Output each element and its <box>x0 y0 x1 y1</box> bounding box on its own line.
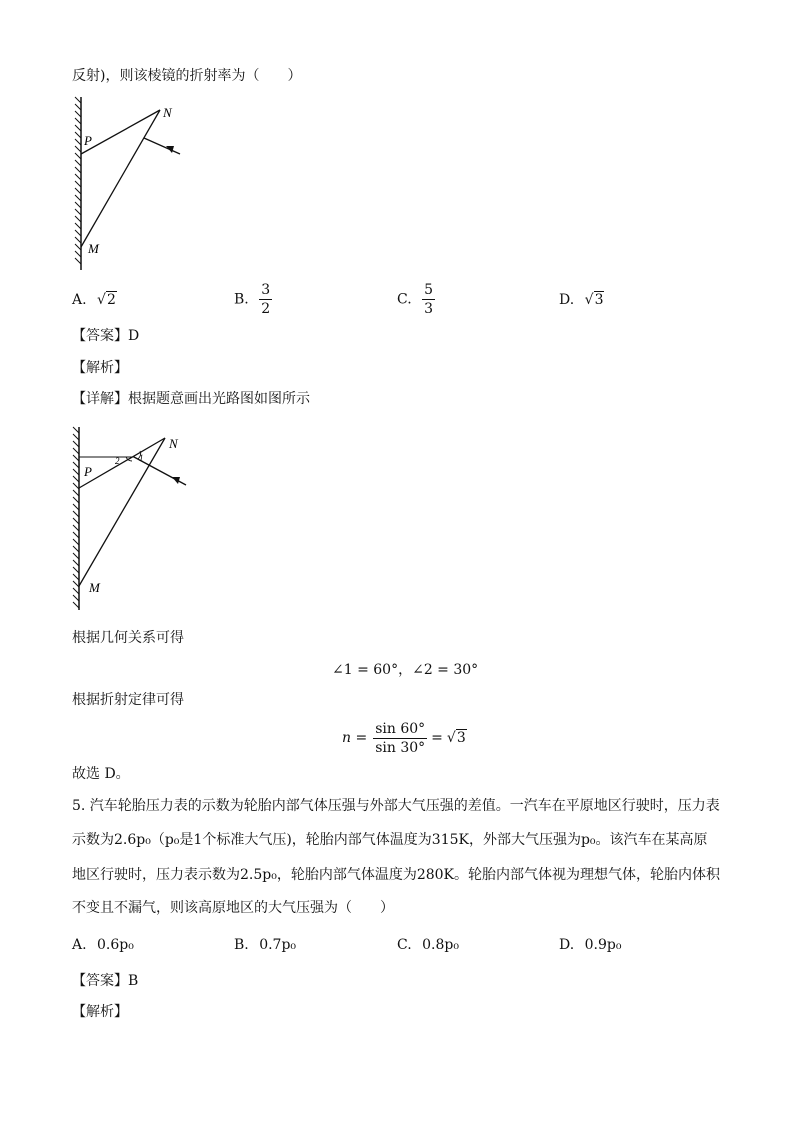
q4-analysis-label: 【解析】 <box>72 360 128 376</box>
detail-text: 根据题意画出光路图如图所示 <box>128 391 310 407</box>
q5-option-c <box>397 935 459 955</box>
option-value: 0.7p₀ <box>259 937 297 953</box>
hatch-mark <box>75 125 81 131</box>
hatch-mark <box>73 525 79 531</box>
hatch-mark <box>73 511 79 517</box>
q4-detail <box>72 389 310 409</box>
angle-label-2: 2 <box>115 456 120 466</box>
hatch-mark <box>75 104 81 110</box>
q5-option-a <box>72 935 134 955</box>
hatch-mark <box>73 553 79 559</box>
hatch-mark <box>75 195 81 201</box>
hatch-mark <box>75 139 81 145</box>
prism-edge-pn <box>79 438 165 488</box>
equation-fraction: $\frac{\sin 60^\circ}{\sin 30^\circ}$ <box>375 720 426 756</box>
hatch-mark <box>73 476 79 482</box>
sqrt-value: √3 <box>584 292 604 308</box>
prism-figure-2 <box>62 422 202 614</box>
hatch-mark <box>73 581 79 587</box>
option-letter: D. <box>559 292 575 308</box>
hatch-mark <box>75 188 81 194</box>
hatch-mark <box>75 146 81 152</box>
hatch-mark <box>73 441 79 447</box>
option-letter: B. <box>234 937 249 953</box>
hatch-mark <box>73 560 79 566</box>
refractive-index-equation: n = $\frac{\sin 60^\circ}{\sin 30^\circ}$ = √3 <box>342 720 466 756</box>
q5-option-b <box>234 935 296 955</box>
prism-edge-mn <box>81 110 160 247</box>
refraction-law-text: 根据折射定律可得 <box>72 692 184 708</box>
hatch-mark <box>73 532 79 538</box>
answer-value: B <box>128 973 139 989</box>
hatch-mark <box>73 595 79 601</box>
hatch-mark <box>73 574 79 580</box>
q4-option-d <box>559 290 604 310</box>
hatch-mark <box>73 497 79 503</box>
q4-answer <box>72 326 139 346</box>
hatch-mark <box>75 258 81 264</box>
hatch-mark <box>75 202 81 208</box>
hatch-mark <box>75 237 81 243</box>
hatch-mark <box>73 469 79 475</box>
hatch-mark <box>75 97 81 103</box>
hatch-mark <box>75 111 81 117</box>
hatch-mark <box>73 539 79 545</box>
hatch-mark <box>73 483 79 489</box>
label-m: M <box>88 241 99 256</box>
q4-conclusion: 故选 D。 <box>72 766 130 782</box>
hatch-mark <box>75 251 81 257</box>
hatch-mark <box>75 132 81 138</box>
detail-label: 【详解】 <box>72 391 128 407</box>
mirror-hatching <box>73 427 79 610</box>
option-value: 0.6p₀ <box>97 937 134 953</box>
hatch-mark <box>75 160 81 166</box>
hatch-mark <box>75 181 81 187</box>
arrow-head <box>166 146 174 153</box>
hatch-mark <box>73 462 79 468</box>
option-letter: C. <box>397 291 412 308</box>
option-value: 0.9p₀ <box>584 937 622 953</box>
sqrt-value: √2 <box>97 292 116 308</box>
hatch-mark <box>75 167 81 173</box>
hatch-mark <box>75 209 81 215</box>
label-m: M <box>89 580 100 595</box>
geometry-text: 根据几何关系可得 <box>72 630 184 646</box>
hatch-mark <box>73 518 79 524</box>
prism-figure-1 <box>62 92 192 277</box>
hatch-mark <box>73 455 79 461</box>
answer-label: 【答案】 <box>72 328 128 344</box>
q5-stem-line-4: 不变且不漏气，则该高原地区的大气压强为（ ） <box>72 900 394 916</box>
hatch-mark <box>75 230 81 236</box>
hatch-mark <box>75 118 81 124</box>
hatch-mark <box>73 588 79 594</box>
q4-stem-end: 反射)，则该棱镜的折射率为（ ） <box>72 68 302 84</box>
label-p: P <box>84 133 92 148</box>
hatch-mark <box>73 567 79 573</box>
hatch-mark <box>73 602 79 608</box>
fraction: $\frac{5}{3}$ <box>424 282 434 317</box>
q5-option-d <box>559 935 621 955</box>
q4-option-c <box>397 281 435 318</box>
hatch-mark <box>73 490 79 496</box>
hatch-mark <box>75 223 81 229</box>
arrow-head <box>172 477 180 484</box>
option-letter: A. <box>72 292 87 308</box>
mirror-hatching <box>75 97 81 270</box>
prism-edge-mn <box>79 438 165 586</box>
angles-equation: ∠1 = 60°，∠2 = 30° <box>332 662 479 678</box>
q5-answer <box>72 971 138 991</box>
q4-option-a <box>72 290 117 310</box>
hatch-mark <box>75 174 81 180</box>
hatch-mark <box>75 216 81 222</box>
hatch-mark <box>75 153 81 159</box>
label-n: N <box>169 436 178 451</box>
label-n: N <box>163 105 172 120</box>
q5-analysis-label: 【解析】 <box>72 1004 128 1020</box>
angle-label-1: 1 <box>139 453 144 463</box>
hatch-mark <box>73 434 79 440</box>
answer-label: 【答案】 <box>72 973 128 989</box>
option-letter: D. <box>559 937 575 953</box>
hatch-mark <box>75 244 81 250</box>
label-p: P <box>84 464 92 479</box>
q5-stem-line-2: 示数为2.6p₀（p₀是1个标准大气压)，轮胎内部气体温度为315K，外部大气压强为p₀。该汽车在某高原 <box>72 832 708 848</box>
q5-stem-line-3: 地区行驶时，压力表示数为2.5p₀，轮胎内部气体温度为280K。轮胎内部气体视为理想气体，轮胎内体积 <box>72 867 721 883</box>
option-letter: A. <box>72 937 87 953</box>
hatch-mark <box>73 504 79 510</box>
q5-stem-line-1: 5. 汽车轮胎压力表的示数为轮胎内部气体压强与外部大气压强的差值。一汽车在平原地区行驶时，压力表 <box>72 798 720 814</box>
hatch-mark <box>73 427 79 433</box>
answer-value: D <box>128 328 140 344</box>
option-value: 0.8p₀ <box>422 937 459 953</box>
equation-lhs: n = <box>342 730 368 746</box>
q4-option-b <box>234 281 272 318</box>
option-letter: C. <box>397 937 412 953</box>
fraction: $\frac{3}{2}$ <box>261 282 271 317</box>
prism-edge-pn <box>81 110 160 154</box>
hatch-mark <box>73 546 79 552</box>
option-letter: B. <box>234 291 249 308</box>
incident-ray <box>144 138 180 154</box>
equation-rhs: √3 <box>446 730 466 746</box>
hatch-mark <box>73 448 79 454</box>
